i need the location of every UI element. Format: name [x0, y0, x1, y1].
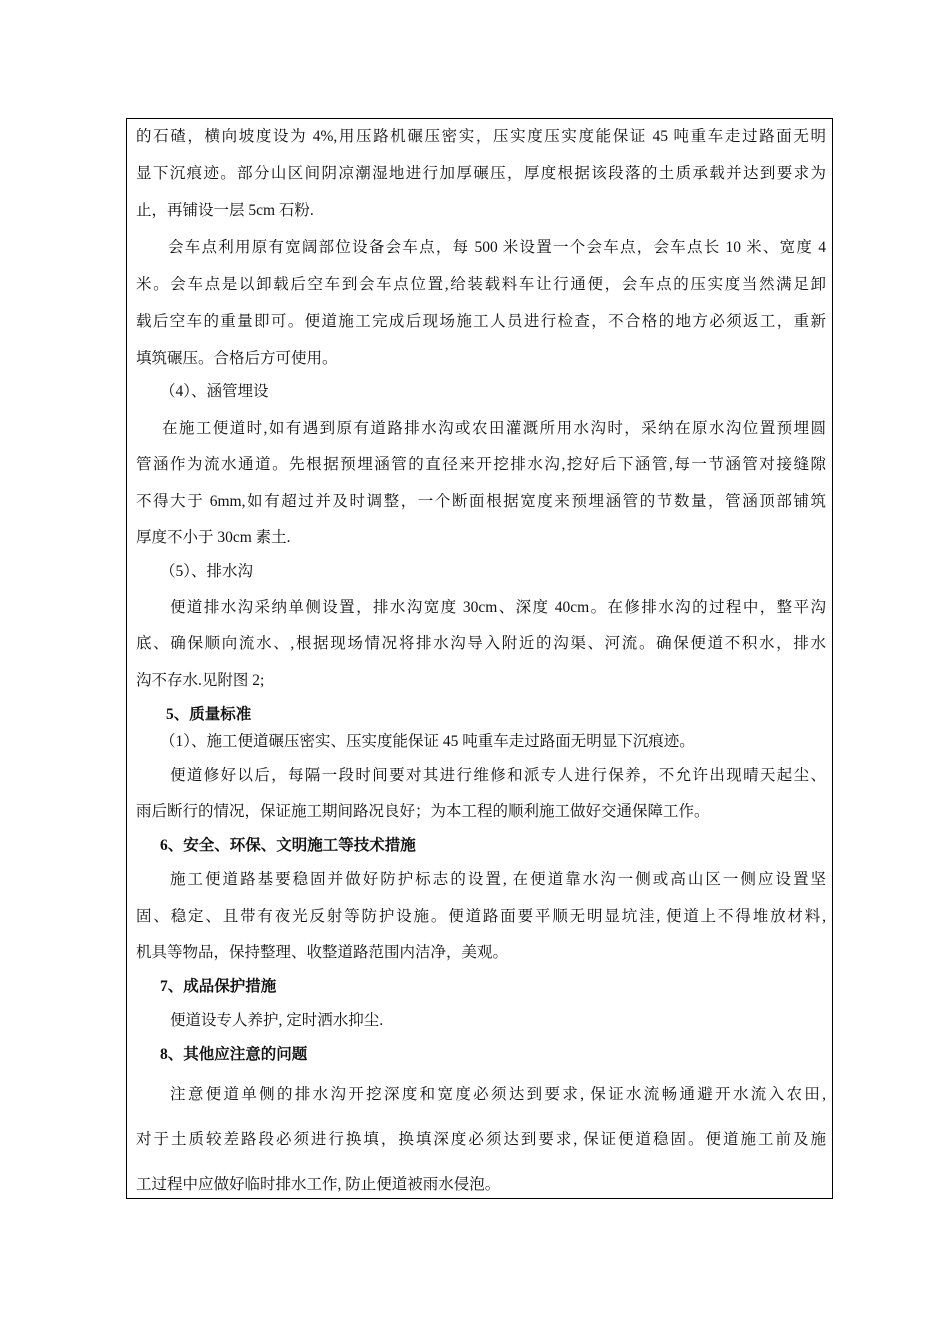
text-line: 载后空车的重量即可。便道施工完成后现场施工人员进行检查，不合格的地方必须返工，重新: [136, 313, 826, 330]
text-line: 固、稳定、且带有夜光反射等防护设施。便道路面要平顺无明显坑洼, 便道上不得堆放材料,: [136, 908, 826, 925]
section-heading: 7、成品保护措施: [160, 978, 277, 995]
text-line: 工过程中应做好临时排水工作, 防止便道被雨水侵泡。: [136, 1176, 501, 1193]
text-line: 米。会车点是以卸载后空车到会车点位置,给装载料车让行通便，会车点的压实度当然满足卸: [136, 276, 826, 293]
text-line: 注意便道单侧的排水沟开挖深度和宽度必须达到要求, 保证水流畅通避开水流入农田,: [170, 1086, 826, 1103]
text-line: 便道设专人养护, 定时洒水抑尘.: [170, 1012, 384, 1029]
text-line: 便道修好以后，每隔一段时间要对其进行维修和派专人进行保养，不允许出现晴天起尘、: [170, 767, 826, 784]
text-line: 填筑碾压。合格后方可使用。: [136, 350, 338, 367]
text-line: 管涵作为流水通道。先根据预埋涵管的直径来开挖排水沟,挖好后下涵管,每一节涵管对接缝隙: [136, 456, 826, 473]
section-heading: 5、质量标准: [166, 706, 252, 723]
text-line: 不得大于 6mm,如有超过并及时调整，一个断面根据宽度来预埋涵管的节数量，管涵顶部铺筑: [136, 493, 826, 510]
text-line: 沟不存水.见附图 2;: [136, 672, 265, 689]
subsection-heading: （5）、排水沟: [160, 563, 254, 580]
text-line: 会车点利用原有宽阔部位设备会车点，每 500 米设置一个会车点，会车点长 10 米、宽度 4: [168, 239, 826, 256]
text-line: 的石碴，横向坡度设为 4%,用压路机碾压密实，压实度压实度能保证 45 吨重车走过路面无明: [136, 128, 826, 145]
text-line: 施工便道路基要稳固并做好防护标志的设置, 在便道靠水沟一侧或高山区一侧应设置坚: [170, 871, 826, 888]
text-line: 止，再铺设一层 5cm 石粉.: [136, 202, 314, 219]
section-heading: 6、安全、环保、文明施工等技术措施: [160, 837, 416, 854]
text-line: 对于土质较差路段必须进行换填，换填深度必须达到要求, 保证便道稳固。便道施工前及施: [136, 1131, 826, 1148]
text-line: 底、确保顺向流水、,根据现场情况将排水沟导入附近的沟渠、河流。确保便道不积水，排水: [136, 635, 826, 652]
text-line: 机具等物品，保持整理、收整道路范围内洁净，美观。: [136, 944, 509, 961]
text-line: （1）、施工便道碾压密实、压实度能保证 45 吨重车走过路面无明显下沉痕迹。: [160, 733, 695, 750]
text-line: 便道排水沟采纳单侧设置，排水沟宽度 30cm、深度 40cm。在修排水沟的过程中，整平沟: [170, 599, 826, 616]
section-heading: 8、其他应注意的问题: [160, 1046, 308, 1063]
subsection-heading: （4）、涵管埋设: [160, 383, 269, 400]
text-line: 雨后断行的情况，保证施工期间路况良好；为本工程的顺利施工做好交通保障工作。: [136, 803, 710, 820]
text-line: 显下沉痕迹。部分山区间阴凉潮湿地进行加厚碾压，厚度根据该段落的土质承载并达到要求为: [136, 165, 826, 182]
text-line: 在施工便道时,如有遇到原有道路排水沟或农田灌溉所用水沟时，采纳在原水沟位置预埋圆: [162, 420, 826, 437]
text-line: 厚度不小于 30cm 素土.: [136, 529, 291, 546]
